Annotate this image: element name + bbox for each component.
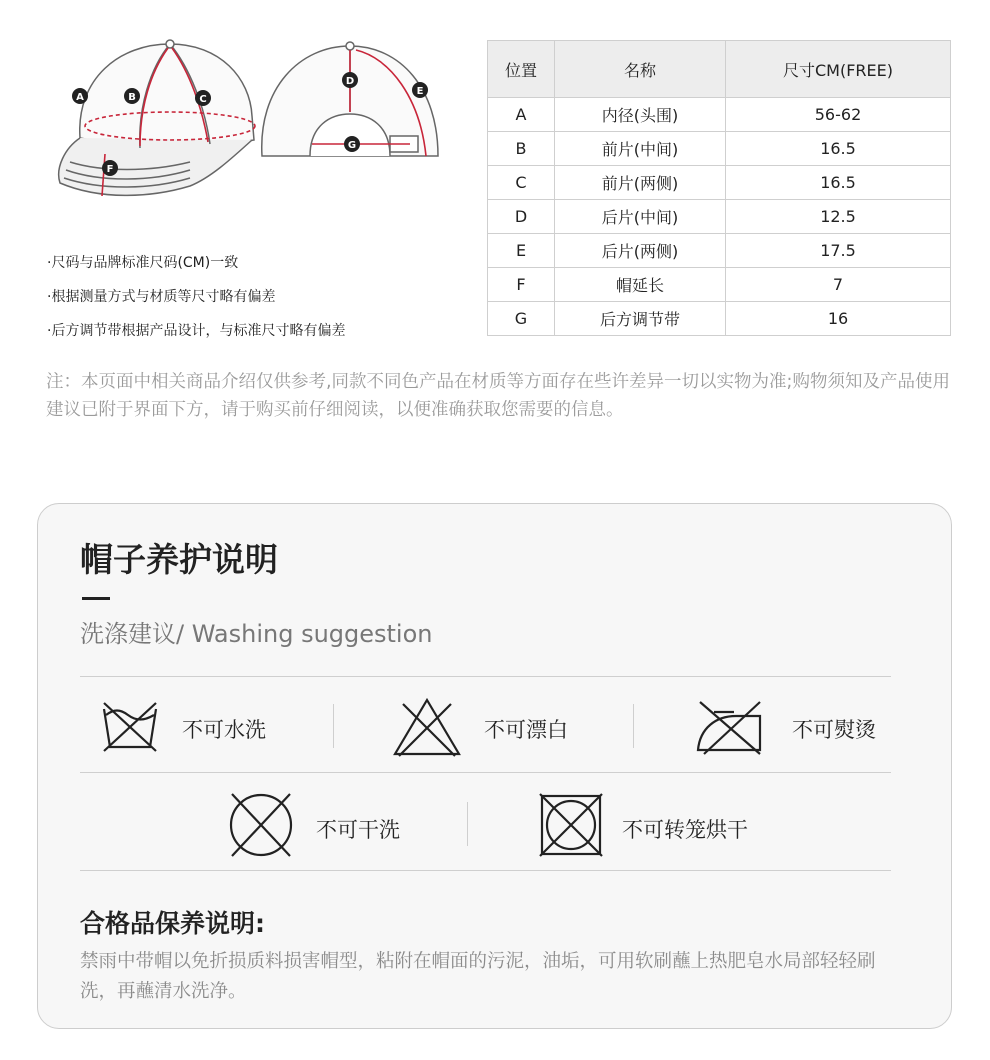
cell-name: 前片(中间) [555,132,726,166]
header-position: 位置 [488,41,555,98]
table-row [488,200,951,234]
cell-name: 后片(中间) [555,200,726,234]
cell-position: B [488,132,555,166]
cell-position: C [488,166,555,200]
header-size: 尺寸CM(FREE) [726,41,951,98]
marker-f-label: F [106,164,114,175]
marker-a [72,88,88,104]
no-bleach-icon [391,696,463,758]
no-tumble-dry-label: 不可转笼烘干 [622,818,748,842]
separator [633,704,634,748]
care-instructions-card [37,503,952,1029]
marker-a-label: A [76,92,84,103]
cell-size: 16 [726,302,951,336]
qualified-care-title: 合格品保养说明: [80,909,265,938]
no-iron-icon [694,698,766,756]
bullet-strap-deviation: ·后方调节带根据产品设计，与标准尺寸略有偏差 [47,323,346,339]
cell-name: 内径(头围) [555,98,726,132]
separator [333,704,334,748]
table-row [488,132,951,166]
marker-g-label: G [347,140,357,151]
disclaimer-note: 注：本页面中相关商品介绍仅供参考,同款不同色产品在材质等方面存在些许差异一切以实物为准;购物须知及产品使用建议已附于界面下方，请于购买前仔细阅读，以便准确获取您需要的信息。 [46,372,950,420]
divider [80,772,891,773]
washing-subtitle: 洗涤建议/ Washing suggestion [80,620,433,648]
cell-position: E [488,234,555,268]
table-row [488,302,951,336]
cell-size: 16.5 [726,132,951,166]
marker-f [102,160,118,176]
no-wash-label: 不可水洗 [182,718,266,742]
marker-b [124,88,140,104]
cell-position: D [488,200,555,234]
table-row [488,98,951,132]
marker-e-label: E [416,86,424,97]
cell-size: 17.5 [726,234,951,268]
cell-size: 16.5 [726,166,951,200]
bullet-size-standard: ·尺码与品牌标准尺码(CM)一致 [47,255,239,271]
marker-g [344,136,360,152]
marker-b-label: B [128,92,136,103]
cap-front-drawing [59,40,254,195]
marker-d [342,72,358,88]
cell-size: 56-62 [726,98,951,132]
no-tumble-dry-icon [538,792,604,858]
no-dry-clean-label: 不可干洗 [316,818,400,842]
table-header-row [488,41,951,98]
no-bleach-label: 不可漂白 [484,718,568,742]
cell-size: 12.5 [726,200,951,234]
no-wash-icon [100,701,160,753]
table-row [488,166,951,200]
cell-name: 帽延长 [555,268,726,302]
table-row [488,234,951,268]
marker-c-label: C [199,94,207,105]
qualified-care-text: 禁雨中带帽以免折损质料损害帽型，粘附在帽面的污泥，油垢，可用软刷蘸上热肥皂水局部轻轻刷洗，再蘸清水洗净。 [80,951,876,1002]
size-table [487,40,951,336]
marker-c [195,90,211,106]
divider [80,870,891,871]
cell-name: 后片(两侧) [555,234,726,268]
marker-e [412,82,428,98]
table-row [488,268,951,302]
marker-d-label: D [345,76,355,87]
cell-name: 前片(两侧) [555,166,726,200]
cell-position: A [488,98,555,132]
bullet-measure-deviation: ·根据测量方式与材质等尺寸略有偏差 [47,289,276,305]
care-title: 帽子养护说明 [80,540,278,579]
cell-position: G [488,302,555,336]
cell-position: F [488,268,555,302]
cell-size: 7 [726,268,951,302]
divider [80,676,891,677]
cap-measurement-diagram [40,38,460,208]
no-iron-label: 不可熨烫 [792,718,876,742]
no-dry-clean-icon [226,790,296,860]
separator [467,802,468,846]
cell-name: 后方调节带 [555,302,726,336]
title-underline [82,597,110,600]
header-name: 名称 [555,41,726,98]
